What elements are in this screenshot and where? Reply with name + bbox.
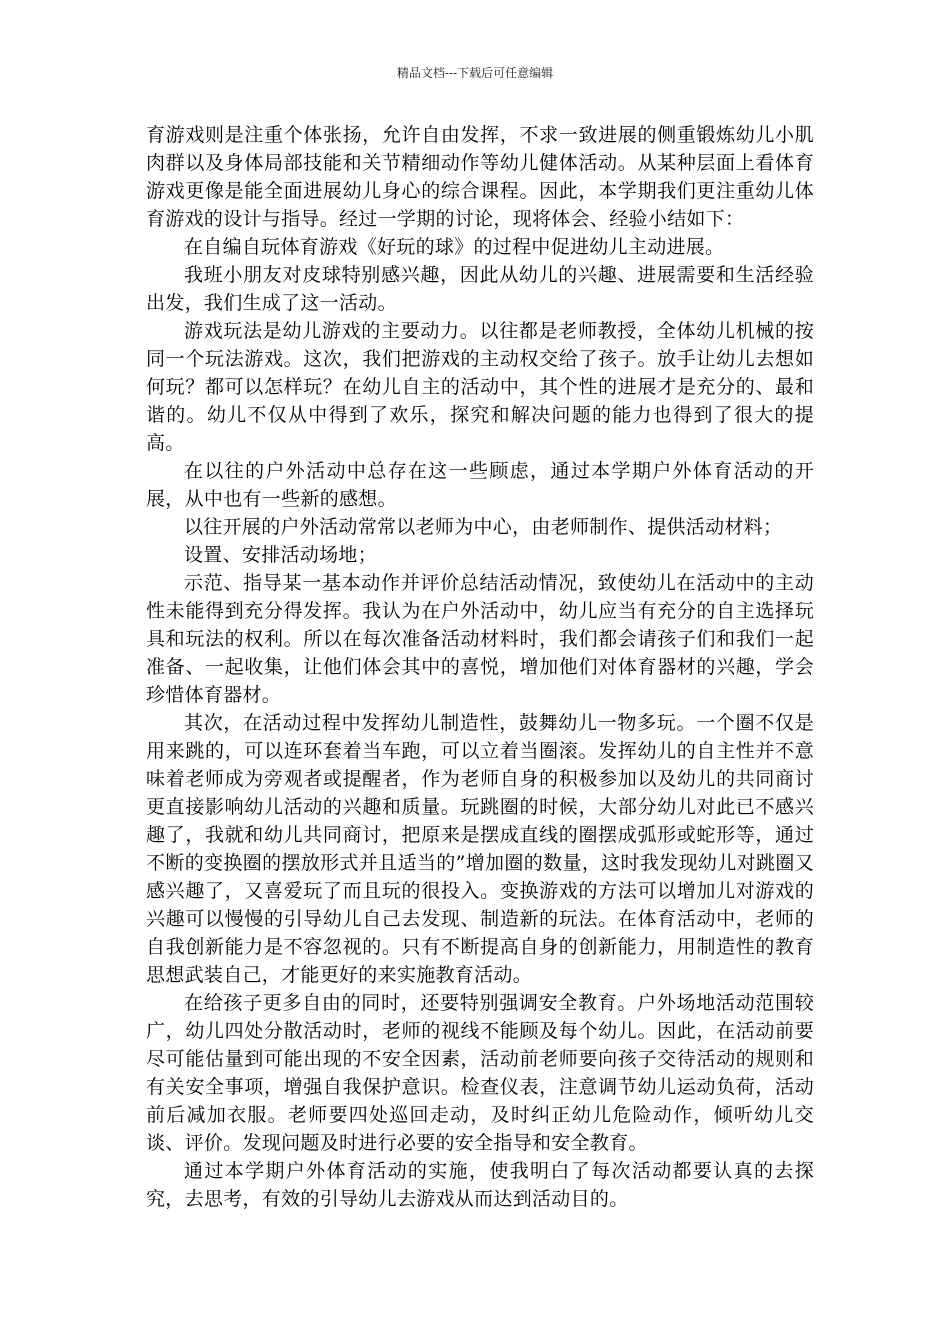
paragraph: 以往开展的户外活动常常以老师为中心，由老师制作、提供活动材料； xyxy=(184,516,783,538)
paragraph: 在自编自玩体育游戏《好玩的球》的过程中促进幼儿主动进展。 xyxy=(184,236,725,258)
paragraph: 设置、安排活动场地； xyxy=(184,544,378,566)
paragraph: 在以往的户外活动中总存在这一些顾虑，通过本学期户外体育活动的开展，从中也有一些新的感想。 xyxy=(146,460,814,510)
paragraph: 通过本学期户外体育活动的实施，使我明白了每次活动都要认真的去探究，去思考，有效的引导幼儿去游戏从而达到活动目的。 xyxy=(146,1160,814,1210)
paragraph: 育游戏则是注重个体张扬，允许自由发挥，不求一致进展的侧重锻炼幼儿小肌肉群以及身体局部技能和关节精细动作等幼儿健体活动。从某种层面上看体育游戏更像是能全面进展幼儿身心的综合课程。因此，本学期我们更注重幼儿体育游戏的设计与指导。经过一学期的讨论，现将体会、经验小结如下： xyxy=(146,124,814,230)
paragraph: 其次，在活动过程中发挥幼儿制造性，鼓舞幼儿一物多玩。一个圈不仅是用来跳的，可以连环套着当车跑，可以立着当圈滚。发挥幼儿的自主性并不意味着老师成为旁观者或提醒者，作为老师自身的积极参加以及幼儿的共同商讨更直接影响幼儿活动的兴趣和质量。玩跳圈的时候，大部分幼儿对此已不感兴趣了，我就和幼儿共同商讨，把原来是摆成直线的圈摆成弧形或蛇形等，通过不断的变换圈的摆放形式并且适当的”增加圈的数量，这时我发现幼儿对跳圈又感兴趣了，又喜爱玩了而且玩的很投入。变换游戏的方法可以增加儿对游戏的兴趣可以慢慢的引导幼儿自己去发现、制造新的玩法。在体育活动中，老师的自我创新能力是不容忽视的。只有不断提高自身的创新能力，用制造性的教育思想武装自己，才能更好的来实施教育活动。 xyxy=(146,712,814,986)
paragraph: 我班小朋友对皮球特别感兴趣，因此从幼儿的兴趣、进展需要和生活经验出发，我们生成了这一活动。 xyxy=(146,264,814,314)
paragraph: 游戏玩法是幼儿游戏的主要动力。以往都是老师教授，全体幼儿机械的按同一个玩法游戏。这次，我们把游戏的主动权交给了孩子。放手让幼儿去想如何玩？都可以怎样玩？在幼儿自主的活动中，其个性的进展才是充分的、最和谐的。幼儿不仅从中得到了欢乐，探究和解决问题的能力也得到了很大的提高。 xyxy=(146,320,814,454)
page-header: 精品文档---下载后可任意编辑 xyxy=(396,66,554,80)
paragraph: 在给孩子更多自由的同时，还要特别强调安全教育。户外场地活动范围较广，幼儿四处分散活动时，老师的视线不能顾及每个幼儿。因此，在活动前要尽可能估量到可能出现的不安全因素，活动前老师要向孩子交待活动的规则和有关安全事项，增强自我保护意识。检查仪表，注意调节幼儿运动负荷，活动前后减加衣服。老师要四处巡回走动，及时纠正幼儿危险动作，倾听幼儿交谈、评价。发现问题及时进行必要的安全指导和安全教育。 xyxy=(146,992,814,1154)
document-body xyxy=(146,121,814,1213)
paragraph: 示范、指导某一基本动作并评价总结活动情况，致使幼儿在活动中的主动性未能得到充分得发挥。我认为在户外活动中，幼儿应当有充分的自主选择玩具和玩法的权利。所以在每次准备活动材料时，我们都会请孩子们和我们一起准备、一起收集，让他们体会其中的喜悦，增加他们对体育器材的兴趣，学会珍惜体育器材。 xyxy=(146,572,814,706)
